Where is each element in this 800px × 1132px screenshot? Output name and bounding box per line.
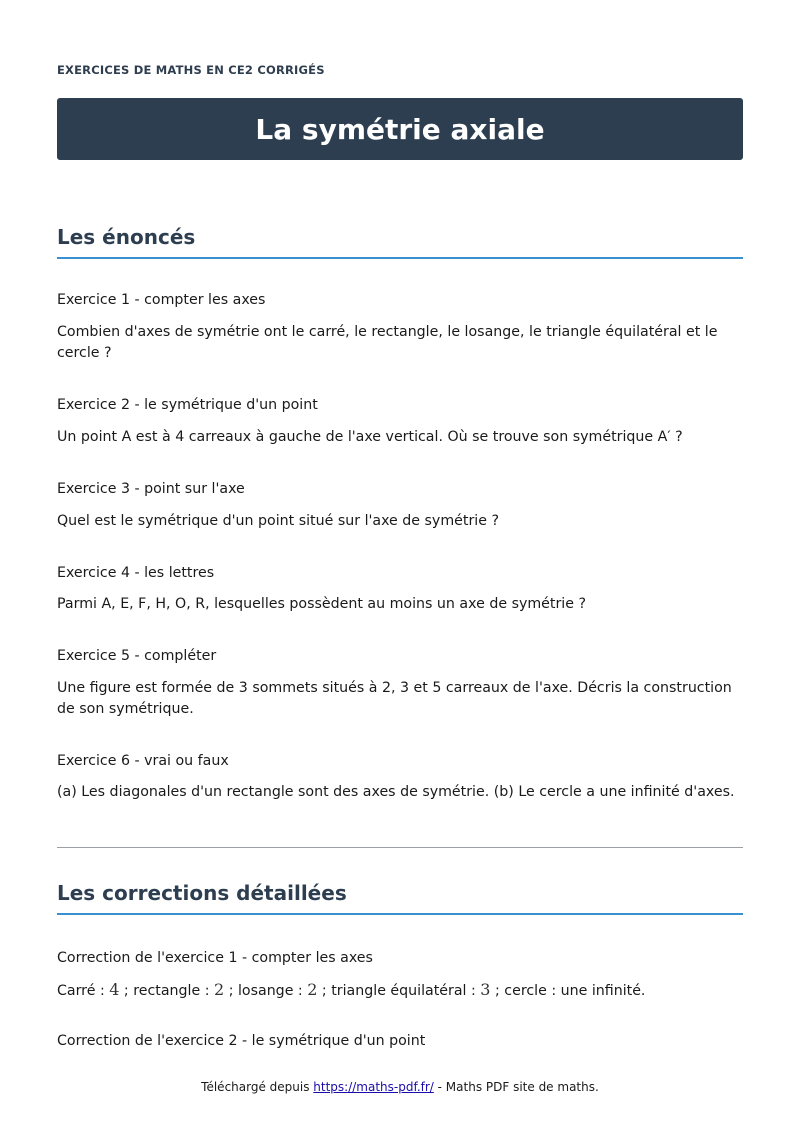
exercise-6-text: (a) Les diagonales d'un rectangle sont des axes de symétrie. (b) Le cercle a une infinité d'axes. <box>57 784 735 800</box>
correction-1-text <box>57 979 743 1002</box>
footer-prefix: Téléchargé depuis <box>201 1080 314 1094</box>
answer-triangle-axes: 3 <box>480 980 491 999</box>
document-kicker: EXERCICES DE MATHS EN CE2 CORRIGÉS <box>57 63 325 77</box>
exercise-3-title: Exercice 3 - point sur l'axe <box>57 481 245 497</box>
section-divider <box>57 847 743 848</box>
correction-1-part-3: ; losange : <box>224 983 308 999</box>
answer-square-axes: 4 <box>109 980 120 999</box>
correction-1-part-1: Carré : <box>57 983 110 999</box>
answer-rhombus-axes: 2 <box>307 980 318 999</box>
exercise-2-text: Un point A est à 4 carreaux à gauche de l'axe vertical. Où se trouve son symétrique A′ ? <box>57 429 683 445</box>
section-heading-corrections: Les corrections détaillées <box>57 881 743 915</box>
exercise-4-title: Exercice 4 - les lettres <box>57 565 215 581</box>
exercise-1-text: Combien d'axes de symétrie ont le carré, le rectangle, le losange, le triangle équilatéral et le cercle ? <box>57 324 718 361</box>
correction-1-title: Correction de l'exercice 1 - compter les axes <box>57 950 373 966</box>
answer-rectangle-axes: 2 <box>214 980 225 999</box>
exercise-1-title: Exercice 1 - compter les axes <box>57 292 266 308</box>
exercise-2-title: Exercice 2 - le symétrique d'un point <box>57 397 318 413</box>
footer-link[interactable]: https://maths-pdf.fr/ <box>313 1080 434 1094</box>
exercise-6-title: Exercice 6 - vrai ou faux <box>57 753 229 769</box>
page-footer <box>0 1080 800 1094</box>
page-title: La symétrie axiale <box>255 112 545 146</box>
title-banner <box>57 98 743 160</box>
exercise-5-text: Une figure est formée de 3 sommets situés à 2, 3 et 5 carreaux de l'axe. Décris la construction de son symétrique. <box>57 680 732 717</box>
correction-1-part-2: ; rectangle : <box>119 983 214 999</box>
exercise-3-text: Quel est le symétrique d'un point situé sur l'axe de symétrie ? <box>57 513 499 529</box>
correction-2-title: Correction de l'exercice 2 - le symétrique d'un point <box>57 1033 426 1049</box>
section-heading-statements: Les énoncés <box>57 225 743 259</box>
exercise-4-text: Parmi A, E, F, H, O, R, lesquelles possèdent au moins un axe de symétrie ? <box>57 596 587 612</box>
exercise-5-title: Exercice 5 - compléter <box>57 648 217 664</box>
correction-1-part-4: ; triangle équilatéral : <box>317 983 481 999</box>
footer-suffix: - Maths PDF site de maths. <box>433 1080 599 1094</box>
correction-1-part-5: ; cercle : une infinité. <box>490 983 646 999</box>
